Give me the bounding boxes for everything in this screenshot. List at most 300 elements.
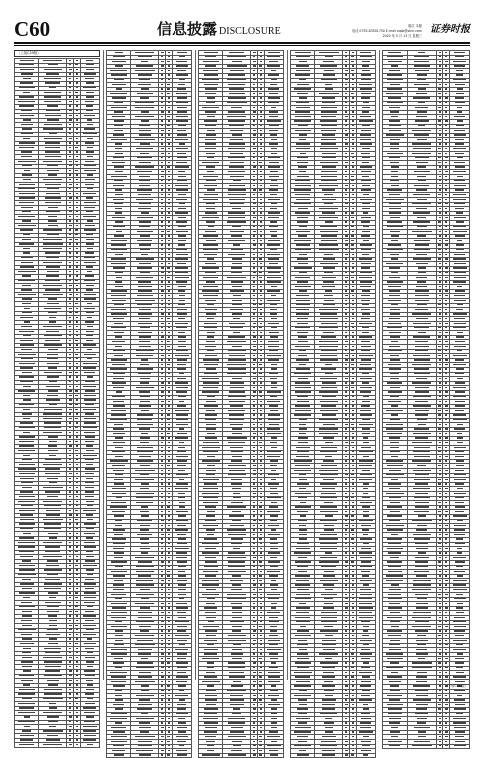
- text-placeholder-mark: [69, 82, 71, 83]
- text-placeholder-mark: [227, 529, 246, 530]
- text-placeholder-mark: [45, 156, 61, 157]
- text-placeholder-mark: [113, 387, 124, 388]
- text-placeholder-mark: [269, 226, 278, 227]
- text-placeholder-mark: [260, 603, 262, 604]
- text-placeholder-mark: [76, 615, 78, 616]
- text-placeholder-mark: [168, 226, 170, 227]
- text-placeholder-mark: [75, 698, 78, 699]
- text-placeholder-mark: [48, 312, 57, 313]
- text-placeholder-mark: [141, 685, 149, 686]
- text-placeholder-mark: [114, 332, 124, 333]
- text-placeholder-mark: [253, 681, 256, 682]
- text-placeholder-mark: [136, 695, 154, 696]
- text-placeholder-mark: [268, 552, 280, 553]
- text-placeholder-mark: [76, 188, 78, 189]
- text-placeholder-mark: [259, 658, 262, 659]
- text-placeholder-mark: [161, 465, 163, 466]
- text-placeholder-mark: [228, 194, 246, 195]
- text-placeholder-mark: [69, 216, 71, 217]
- text-placeholder-mark: [69, 629, 72, 630]
- text-placeholder-mark: [139, 309, 151, 310]
- text-placeholder-mark: [161, 557, 163, 558]
- fund-table: [198, 50, 284, 758]
- text-placeholder-mark: [69, 367, 71, 368]
- text-placeholder-mark: [112, 382, 126, 383]
- text-placeholder-mark: [204, 194, 218, 195]
- text-placeholder-mark: [178, 617, 186, 618]
- text-placeholder-mark: [84, 207, 95, 208]
- text-placeholder-mark: [21, 680, 33, 681]
- text-placeholder-mark: [253, 313, 255, 314]
- text-placeholder-mark: [205, 111, 216, 112]
- text-placeholder-mark: [45, 652, 60, 653]
- text-placeholder-mark: [69, 165, 72, 166]
- text-placeholder-mark: [140, 401, 150, 402]
- text-placeholder-mark: [176, 350, 188, 351]
- text-placeholder-mark: [167, 217, 170, 218]
- text-placeholder-mark: [112, 341, 125, 342]
- text-placeholder-mark: [260, 525, 262, 526]
- text-placeholder-mark: [205, 630, 217, 631]
- text-placeholder-mark: [136, 199, 153, 200]
- text-placeholder-mark: [76, 730, 78, 731]
- text-placeholder-mark: [168, 281, 170, 282]
- text-placeholder-mark: [178, 594, 186, 595]
- text-placeholder-mark: [44, 675, 62, 676]
- text-placeholder-mark: [168, 410, 170, 411]
- text-placeholder-mark: [161, 382, 164, 383]
- text-placeholder-mark: [22, 730, 31, 731]
- text-placeholder-mark: [232, 612, 242, 613]
- text-placeholder-mark: [110, 70, 127, 71]
- text-placeholder-mark: [76, 533, 78, 534]
- text-placeholder-mark: [168, 704, 170, 705]
- text-placeholder-mark: [45, 280, 60, 281]
- text-placeholder-mark: [267, 511, 280, 512]
- text-placeholder-mark: [20, 556, 33, 557]
- text-placeholder-mark: [86, 266, 93, 267]
- text-placeholder-mark: [207, 332, 215, 333]
- text-placeholder-mark: [168, 212, 170, 213]
- text-placeholder-mark: [207, 189, 215, 190]
- text-placeholder-mark: [136, 621, 154, 622]
- text-placeholder-mark: [141, 543, 149, 544]
- text-placeholder-mark: [86, 450, 94, 451]
- text-placeholder-mark: [228, 157, 245, 158]
- text-placeholder-mark: [267, 401, 280, 402]
- text-placeholder-mark: [140, 589, 150, 590]
- text-placeholder-mark: [267, 355, 281, 356]
- text-placeholder-mark: [253, 534, 255, 535]
- text-placeholder-mark: [176, 249, 187, 250]
- text-placeholder-mark: [69, 87, 71, 88]
- text-placeholder-mark: [116, 391, 122, 392]
- text-placeholder-mark: [141, 410, 149, 411]
- text-placeholder-mark: [232, 649, 242, 650]
- text-placeholder-mark: [206, 635, 216, 636]
- text-placeholder-mark: [205, 143, 216, 144]
- text-placeholder-mark: [46, 110, 60, 111]
- text-placeholder-mark: [260, 378, 262, 379]
- text-placeholder-mark: [23, 386, 31, 387]
- text-placeholder-mark: [140, 249, 150, 250]
- text-placeholder-mark: [232, 313, 242, 314]
- text-placeholder-mark: [69, 445, 72, 446]
- text-placeholder-mark: [86, 285, 94, 286]
- text-placeholder-mark: [202, 552, 219, 553]
- text-placeholder-mark: [113, 428, 124, 429]
- text-placeholder-mark: [167, 84, 170, 85]
- text-placeholder-mark: [111, 649, 127, 650]
- text-placeholder-mark: [113, 267, 125, 268]
- text-placeholder-mark: [271, 295, 276, 296]
- text-placeholder-mark: [113, 543, 125, 544]
- text-placeholder-mark: [178, 341, 186, 342]
- text-placeholder-mark: [260, 470, 262, 471]
- text-placeholder-mark: [232, 428, 242, 429]
- text-placeholder-mark: [115, 520, 122, 521]
- text-placeholder-mark: [253, 176, 255, 177]
- text-placeholder-mark: [161, 258, 163, 259]
- text-placeholder-mark: [113, 373, 125, 374]
- text-placeholder-mark: [69, 643, 71, 644]
- text-placeholder-mark: [115, 708, 123, 709]
- text-placeholder-mark: [270, 309, 277, 310]
- text-placeholder-mark: [269, 506, 278, 507]
- text-placeholder-mark: [46, 510, 60, 511]
- text-placeholder-mark: [114, 235, 124, 236]
- text-placeholder-mark: [23, 234, 30, 235]
- text-placeholder-mark: [230, 424, 243, 425]
- text-placeholder-mark: [86, 60, 93, 61]
- text-placeholder-mark: [268, 359, 279, 360]
- text-placeholder-mark: [76, 349, 78, 350]
- text-placeholder-mark: [44, 335, 62, 336]
- text-placeholder-mark: [231, 107, 242, 108]
- text-placeholder-mark: [202, 543, 219, 544]
- text-placeholder-mark: [161, 626, 163, 627]
- text-placeholder-mark: [176, 750, 187, 751]
- text-placeholder-mark: [24, 321, 30, 322]
- text-placeholder-mark: [161, 355, 164, 356]
- text-placeholder-mark: [161, 474, 163, 475]
- text-placeholder-mark: [253, 685, 255, 686]
- column-divider: [195, 50, 196, 680]
- text-placeholder-mark: [161, 300, 163, 301]
- text-placeholder-mark: [115, 281, 122, 282]
- text-placeholder-mark: [203, 626, 219, 627]
- text-placeholder-mark: [231, 451, 243, 452]
- text-placeholder-mark: [75, 234, 78, 235]
- text-placeholder-mark: [168, 470, 170, 471]
- text-placeholder-mark: [115, 346, 122, 347]
- text-placeholder-mark: [112, 493, 126, 494]
- text-placeholder-mark: [76, 670, 78, 671]
- text-placeholder-mark: [260, 635, 262, 636]
- text-placeholder-mark: [83, 455, 97, 456]
- text-placeholder-mark: [168, 162, 170, 163]
- text-placeholder-mark: [69, 519, 71, 520]
- text-placeholder-mark: [177, 97, 187, 98]
- text-placeholder-mark: [69, 620, 71, 621]
- text-placeholder-mark: [227, 690, 246, 691]
- text-placeholder-mark: [111, 290, 127, 291]
- text-placeholder-mark: [253, 327, 255, 328]
- text-placeholder-mark: [260, 483, 262, 484]
- text-placeholder-mark: [179, 79, 185, 80]
- text-placeholder-mark: [18, 501, 35, 502]
- text-placeholder-mark: [260, 217, 262, 218]
- text-placeholder-mark: [86, 680, 93, 681]
- text-placeholder-mark: [87, 271, 92, 272]
- text-placeholder-mark: [168, 543, 170, 544]
- text-placeholder-mark: [229, 676, 245, 677]
- text-placeholder-mark: [47, 735, 58, 736]
- text-placeholder-mark: [87, 652, 93, 653]
- text-placeholder-mark: [75, 312, 78, 313]
- text-placeholder-mark: [138, 313, 152, 314]
- text-placeholder-mark: [167, 685, 170, 686]
- text-placeholder-mark: [253, 65, 256, 66]
- text-placeholder-mark: [260, 718, 262, 719]
- text-placeholder-mark: [69, 744, 72, 745]
- text-placeholder-mark: [269, 263, 278, 264]
- text-placeholder-mark: [168, 272, 170, 273]
- text-placeholder-mark: [69, 409, 72, 410]
- text-placeholder-mark: [161, 221, 163, 222]
- text-placeholder-mark: [202, 217, 219, 218]
- column-1: [14, 50, 100, 680]
- text-placeholder-mark: [115, 635, 123, 636]
- text-placeholder-mark: [268, 525, 279, 526]
- text-placeholder-mark: [69, 634, 71, 635]
- text-placeholder-mark: [178, 538, 186, 539]
- text-placeholder-mark: [268, 346, 279, 347]
- text-placeholder-mark: [69, 275, 71, 276]
- text-placeholder-mark: [260, 332, 262, 333]
- text-placeholder-mark: [140, 548, 150, 549]
- text-placeholder-mark: [113, 575, 125, 576]
- text-placeholder-mark: [205, 125, 216, 126]
- text-placeholder-mark: [259, 272, 262, 273]
- text-placeholder-mark: [253, 419, 255, 420]
- text-placeholder-mark: [44, 569, 62, 570]
- text-placeholder-mark: [176, 162, 187, 163]
- text-placeholder-mark: [161, 649, 163, 650]
- text-placeholder-mark: [253, 442, 255, 443]
- text-placeholder-mark: [161, 212, 163, 213]
- text-placeholder-mark: [86, 105, 93, 106]
- text-placeholder-mark: [232, 575, 241, 576]
- text-placeholder-mark: [259, 364, 262, 365]
- text-placeholder-mark: [84, 602, 95, 603]
- text-placeholder-mark: [178, 470, 185, 471]
- text-placeholder-mark: [206, 690, 216, 691]
- text-placeholder-mark: [47, 606, 59, 607]
- text-placeholder-mark: [227, 557, 246, 558]
- text-placeholder-mark: [253, 580, 255, 581]
- text-placeholder-mark: [69, 716, 72, 717]
- text-placeholder-mark: [76, 739, 78, 740]
- text-placeholder-mark: [20, 317, 33, 318]
- text-placeholder-mark: [168, 309, 170, 310]
- text-placeholder-mark: [206, 428, 216, 429]
- text-placeholder-mark: [253, 281, 255, 282]
- text-placeholder-mark: [46, 193, 60, 194]
- text-placeholder-mark: [178, 304, 185, 305]
- text-placeholder-mark: [69, 652, 71, 653]
- text-placeholder-mark: [22, 220, 31, 221]
- text-placeholder-mark: [75, 625, 78, 626]
- text-placeholder-mark: [205, 612, 216, 613]
- text-placeholder-mark: [228, 189, 246, 190]
- text-placeholder-mark: [271, 718, 277, 719]
- text-placeholder-mark: [232, 607, 242, 608]
- text-placeholder-mark: [69, 712, 71, 713]
- text-placeholder-mark: [267, 612, 280, 613]
- text-placeholder-mark: [206, 603, 215, 604]
- text-placeholder-mark: [114, 754, 124, 755]
- text-placeholder-mark: [76, 184, 78, 185]
- text-placeholder-mark: [86, 464, 93, 465]
- text-placeholder-mark: [206, 704, 216, 705]
- text-placeholder-mark: [177, 130, 186, 131]
- text-placeholder-mark: [76, 634, 78, 635]
- text-placeholder-mark: [46, 514, 60, 515]
- text-placeholder-mark: [207, 511, 215, 512]
- text-placeholder-mark: [161, 134, 163, 135]
- text-placeholder-mark: [69, 455, 71, 456]
- text-placeholder-mark: [45, 115, 61, 116]
- text-placeholder-mark: [76, 707, 78, 708]
- text-placeholder-mark: [87, 303, 92, 304]
- text-placeholder-mark: [69, 491, 71, 492]
- text-placeholder-mark: [21, 124, 33, 125]
- text-placeholder-mark: [114, 111, 123, 112]
- text-placeholder-mark: [229, 185, 245, 186]
- text-placeholder-mark: [44, 78, 61, 79]
- text-placeholder-mark: [84, 583, 96, 584]
- fund-table: [106, 50, 192, 758]
- text-placeholder-mark: [227, 341, 246, 342]
- text-placeholder-mark: [253, 589, 255, 590]
- text-placeholder-mark: [43, 229, 62, 230]
- text-placeholder-mark: [19, 105, 34, 106]
- text-placeholder-mark: [76, 556, 78, 557]
- text-placeholder-mark: [231, 653, 243, 654]
- text-placeholder-mark: [87, 574, 93, 575]
- text-placeholder-mark: [253, 640, 256, 641]
- text-placeholder-mark: [69, 684, 71, 685]
- text-placeholder-mark: [111, 107, 127, 108]
- text-placeholder-mark: [228, 212, 245, 213]
- text-placeholder-mark: [140, 731, 149, 732]
- text-placeholder-mark: [167, 658, 170, 659]
- text-placeholder-mark: [161, 364, 163, 365]
- text-placeholder-mark: [44, 69, 62, 70]
- text-placeholder-mark: [75, 418, 78, 419]
- text-placeholder-mark: [69, 170, 71, 171]
- text-placeholder-mark: [178, 493, 185, 494]
- text-placeholder-mark: [253, 286, 255, 287]
- text-placeholder-mark: [137, 662, 153, 663]
- text-placeholder-mark: [49, 455, 56, 456]
- text-placeholder-mark: [253, 488, 256, 489]
- text-placeholder-mark: [253, 391, 256, 392]
- text-placeholder-mark: [19, 551, 34, 552]
- text-placeholder-mark: [76, 464, 78, 465]
- text-placeholder-mark: [18, 390, 35, 391]
- text-placeholder-mark: [228, 561, 245, 562]
- text-placeholder-mark: [113, 157, 124, 158]
- text-placeholder-mark: [18, 294, 36, 295]
- text-placeholder-mark: [69, 661, 71, 662]
- text-placeholder-mark: [206, 102, 215, 103]
- text-placeholder-mark: [45, 142, 60, 143]
- text-placeholder-mark: [260, 180, 262, 181]
- text-placeholder-mark: [69, 220, 71, 221]
- text-placeholder-mark: [22, 625, 32, 626]
- text-placeholder-mark: [161, 676, 164, 677]
- text-placeholder-mark: [48, 615, 57, 616]
- text-placeholder-mark: [43, 712, 62, 713]
- text-placeholder-mark: [178, 396, 186, 397]
- text-placeholder-mark: [161, 143, 163, 144]
- text-placeholder-mark: [44, 505, 61, 506]
- text-placeholder-mark: [260, 107, 262, 108]
- text-placeholder-mark: [69, 560, 71, 561]
- text-placeholder-mark: [167, 286, 170, 287]
- text-placeholder-mark: [260, 323, 262, 324]
- text-placeholder-mark: [75, 161, 78, 162]
- text-placeholder-mark: [168, 244, 170, 245]
- text-placeholder-mark: [260, 708, 262, 709]
- text-placeholder-mark: [230, 621, 244, 622]
- text-placeholder-mark: [232, 626, 242, 627]
- text-placeholder-mark: [83, 216, 96, 217]
- text-placeholder-mark: [260, 350, 262, 351]
- text-placeholder-mark: [175, 548, 189, 549]
- text-placeholder-mark: [168, 180, 170, 181]
- text-placeholder-mark: [253, 323, 256, 324]
- text-placeholder-mark: [76, 487, 78, 488]
- text-placeholder-mark: [267, 456, 280, 457]
- text-placeholder-mark: [69, 670, 72, 671]
- text-placeholder-mark: [175, 185, 188, 186]
- text-placeholder-mark: [230, 704, 244, 705]
- text-placeholder-mark: [228, 410, 245, 411]
- text-placeholder-mark: [49, 597, 56, 598]
- text-placeholder-mark: [76, 211, 78, 212]
- text-placeholder-mark: [270, 185, 278, 186]
- text-placeholder-mark: [69, 257, 71, 258]
- text-placeholder-mark: [253, 130, 256, 131]
- text-placeholder-mark: [205, 65, 216, 66]
- text-placeholder-mark: [69, 142, 71, 143]
- text-placeholder-mark: [20, 381, 33, 382]
- text-placeholder-mark: [69, 468, 71, 469]
- text-placeholder-mark: [111, 309, 126, 310]
- text-placeholder-mark: [271, 529, 276, 530]
- text-placeholder-mark: [47, 716, 59, 717]
- text-placeholder-mark: [206, 240, 216, 241]
- text-placeholder-mark: [168, 258, 170, 259]
- text-placeholder-mark: [161, 442, 163, 443]
- text-placeholder-mark: [18, 225, 36, 226]
- text-placeholder-mark: [161, 368, 163, 369]
- text-placeholder-mark: [138, 373, 151, 374]
- text-placeholder-mark: [260, 368, 262, 369]
